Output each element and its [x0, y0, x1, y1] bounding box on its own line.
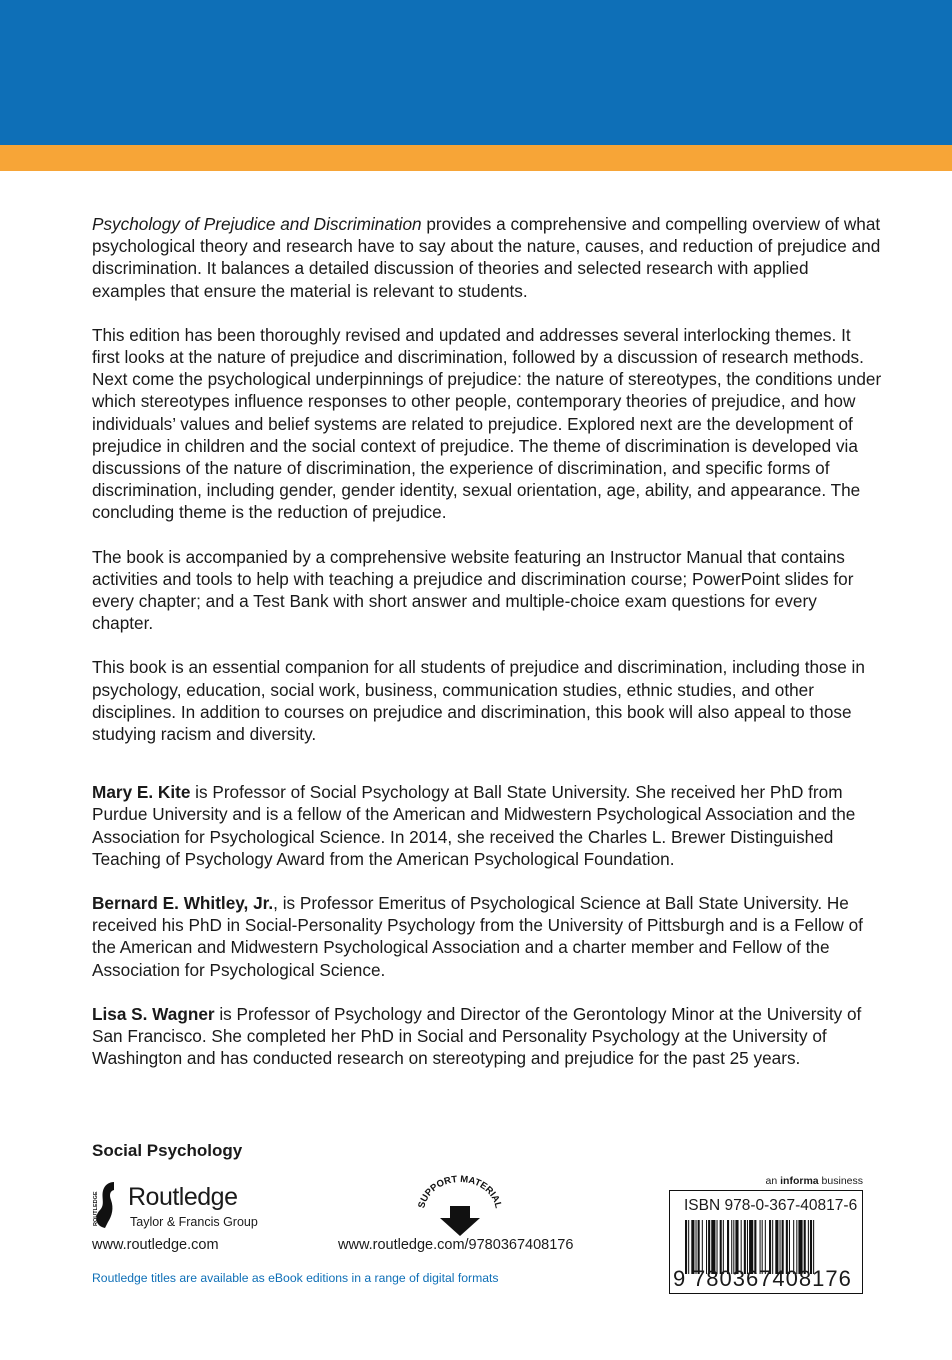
isbn-barcode-box	[669, 1190, 863, 1294]
book-title-italic: Psychology of Prejudice and Discrimination	[92, 214, 422, 234]
description-paragraph-3: The book is accompanied by a comprehensive website featuring an Instructor Manual that contains activities and tools to help with teaching a prejudice and discrimination course; PowerPoint slides for every chapter; and a Test Bank with short answer and multiple-choice exam questions for every chapter.	[92, 546, 854, 634]
routledge-mark-icon	[92, 1180, 118, 1230]
informa-suffix: business	[818, 1175, 863, 1187]
svg-text:SUPPORT MATERIAL	[416, 1174, 503, 1210]
publisher-subtitle: Taylor & Francis Group	[130, 1215, 258, 1229]
description-paragraph-1-text: provides a comprehensive and compelling overview of what psychological theory and research have to say about the nature, causes, and reduction of prejudice and discrimination. It balances a detailed discussion of theories and selected research with applied examples that ensure the material is relevant to students.	[92, 214, 881, 301]
support-material-label: SUPPORT MATERIAL	[416, 1173, 504, 1210]
author-bios	[92, 781, 882, 1069]
author-name: Bernard E. Whitley, Jr.	[92, 893, 274, 914]
description-paragraph-4: This book is an essential companion for all students of prejudice and discrimination, including those in psychology, education, social work, business, communication studies, ethnic studies, and other disciplines. In addition to courses on prejudice and discrimination, this book will also appeal to those studying racism and diversity.	[92, 657, 865, 745]
barcode-first-digit: 9	[673, 1266, 686, 1291]
routledge-mark-text: ROUTLEDGE	[93, 1191, 99, 1226]
accent-color-band	[0, 145, 952, 171]
top-color-band	[0, 0, 952, 145]
publisher-url-link[interactable]: www.routledge.com	[92, 1237, 219, 1253]
informa-brand: informa	[780, 1175, 819, 1187]
support-material-url-link[interactable]: www.routledge.com/9780367408176	[338, 1237, 574, 1253]
author-bio	[92, 1003, 882, 1070]
author-bio	[92, 781, 882, 870]
barcode-bar	[688, 1220, 689, 1274]
author-bio	[92, 892, 882, 981]
download-arrow-icon	[440, 1206, 480, 1236]
description-paragraph-1	[92, 213, 882, 302]
author-name: Mary E. Kite	[92, 782, 191, 803]
informa-prefix: an	[765, 1175, 781, 1187]
back-cover-text	[92, 213, 882, 1092]
barcode-number: 780367408176	[693, 1266, 852, 1291]
author-bio-text: is Professor of Psychology and Director of the Gerontology Minor at the University of San Francisco. She completed her PhD in Social and Personality Psychology at the University of Washington and has conducted research on stereotyping and prejudice for the past 25 years.	[92, 1003, 862, 1069]
series-label: Social Psychology	[92, 1141, 243, 1160]
author-bio-text: is Professor of Social Psychology at Ball State University. She received her PhD from Purdue University and is a fellow of the American and Midwestern Psychological Association and the Association for Psychological Science. In 2014, she received the Charles L. Brewer Distinguished Teaching of Psychology Award from the American Psychological Foundation.	[92, 782, 856, 869]
book-description	[92, 213, 882, 745]
publisher-name: Routledge	[128, 1183, 238, 1211]
support-material-badge	[412, 1168, 508, 1240]
author-name: Lisa S. Wagner	[92, 1003, 215, 1024]
ebook-availability-note: Routledge titles are available as eBook editions in a range of digital formats	[92, 1271, 499, 1285]
barcode-bar	[685, 1220, 687, 1274]
author-bio-text: , is Professor Emeritus of Psychological Science at Ball State University. He received his PhD in Social-Personality Psychology from the University of Pittsburgh and is a Fellow of the American and Midwestern Psychological Association and a charter member and Fellow of the Association for Psychological Science.	[92, 893, 863, 980]
description-paragraph-2: This edition has been thoroughly revised and updated and addresses several interlocking themes. It first looks at the nature of prejudice and discrimination, followed by a discussion of research methods. Next come the psychological underpinnings of prejudice: the nature of stereotypes, the conditions under which stereotypes influence responses to other people, contemporary theories of prejudice, and how individuals’ values and belief systems are related to prejudice. Explored next are the development of prejudice in children and the social context of prejudice. The theme of discrimination is developed via discussions of the nature of discrimination, the experience of discrimination, and specific forms of discrimination, including gender, gender identity, sexual orientation, age, ability, and appearance. The concluding theme is the reduction of prejudice.	[92, 324, 882, 523]
isbn-label: ISBN 978-0-367-40817-6	[684, 1197, 858, 1214]
informa-business-label	[766, 1175, 863, 1187]
